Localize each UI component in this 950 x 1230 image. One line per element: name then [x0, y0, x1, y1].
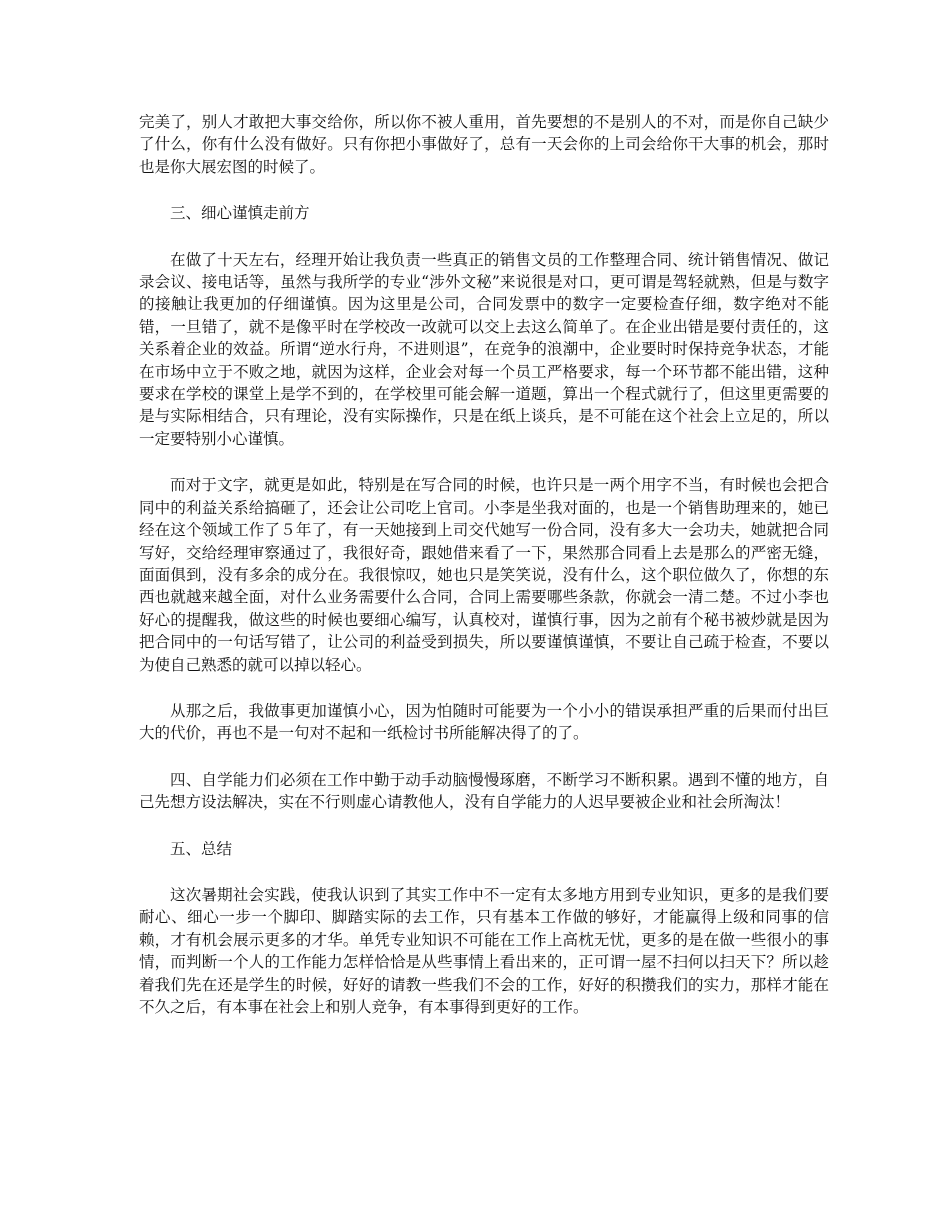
document-page	[139, 111, 829, 1042]
paragraph-caution-contracts: 而对于文字，就更是如此，特别是在写合同的时候，也许只是一两个用字不当，有时候也会把合同中的利益关系给搞砸了，还会让公司吃上官司。小李是坐我对面的，也是一个销售助理来的，她已经在这个领域工作了５年了，有一天她接到上司交代她写一份合同，没有多大一会功夫，她就把合同写好，交给经理审察通过了，我很好奇，跟她借来看了一下，果然那合同看上去是那么的严密无缝，面面俱到，没有多余的成分在。我很惊叹，她也只是笑笑说，没有什么，这个职位做久了，你想的东西也就越来越全面，对什么业务需要什么合同，合同上需要哪些条款，你就会一清二楚。不过小李也好心的提醒我，做这些的时候也要细心编写，认真校对，谨慎行事，因为之前有个秘书被炒就是因为把合同中的一句话写错了，让公司的利益受到损失，所以要谨慎谨慎，不要让自己疏于检查，不要以为使自己熟悉的就可以掉以轻心。	[139, 476, 829, 674]
paragraph-caution-numbers: 在做了十天左右，经理开始让我负责一些真正的销售文员的工作整理合同、统计销售情况、做记录会议、接电话等，虽然与我所学的专业“涉外文秘”来说很是对口，更可谓是驾轻就熟，但是与数字的接触让我更加的仔细谨慎。因为这里是公司，合同发票中的数字一定要检查仔细，数字绝对不能错，一旦错了，就不是像平时在学校改一改就可以交上去这么简单了。在企业出错是要付责任的，这关系着企业的效益。所谓“逆水行舟，不进则退”，在竞争的浪潮中，企业要时时保持竞争状态，才能在市场中立于不败之地，就因为这样，企业会对每一个员工严格要求，每一个环节都不能出错，这种要求在学校的课堂上是学不到的，在学校里可能会解一道题，算出一个程式就行了，但这里更需要的是与实际相结合，只有理论，没有实际操作，只是在纸上谈兵，是不可能在这个社会上立足的，所以一定要特别小心谨慎。	[139, 250, 829, 448]
paragraph-continuation: 完美了，别人才敢把大事交给你，所以你不被人重用，首先要想的不是别人的不对，而是你自己缺少了什么，你有什么没有做好。只有你把小事做好了，总有一天会你的上司会给你干大事的机会，那时也是你大展宏图的时候了。	[139, 113, 829, 176]
paragraph-self-learning: 四、自学能力们必须在工作中勤于动手动脑慢慢琢磨，不断学习不断积累。遇到不懂的地方，自己先想方设法解决，实在不行则虚心请教他人，没有自学能力的人迟早要被企业和社会所淘汰！	[139, 770, 829, 812]
paragraph-summary: 这次暑期社会实践，使我认识到了其实工作中不一定有太多地方用到专业知识，更多的是我们要耐心、细心一步一个脚印、脚踏实际的去工作，只有基本工作做的够好，才能赢得上级和同事的信赖，才有机会展示更多的才华。单凭专业知识不可能在工作上高枕无忧，更多的是在做一些很小的事情，而判断一个人的工作能力怎样恰恰是从些事情上看出来的，正可谓一屋不扫何以扫天下？所以趁着我们先在还是学生的时候，好好的请教一些我们不会的工作，好好的积攒我们的实力，那样才能在不久之后，有本事在社会上和别人竞争，有本事得到更好的工作。	[139, 885, 829, 1016]
section-heading-3: 三、细心谨慎走前方	[170, 204, 310, 223]
paragraph-after-lesson: 从那之后，我做事更加谨慎小心，因为怕随时可能要为一个小小的错误承担严重的后果而付出巨大的代价，再也不是一句对不起和一纸检讨书所能解决得了的了。	[139, 701, 829, 743]
section-heading-5: 五、总结	[170, 839, 233, 858]
